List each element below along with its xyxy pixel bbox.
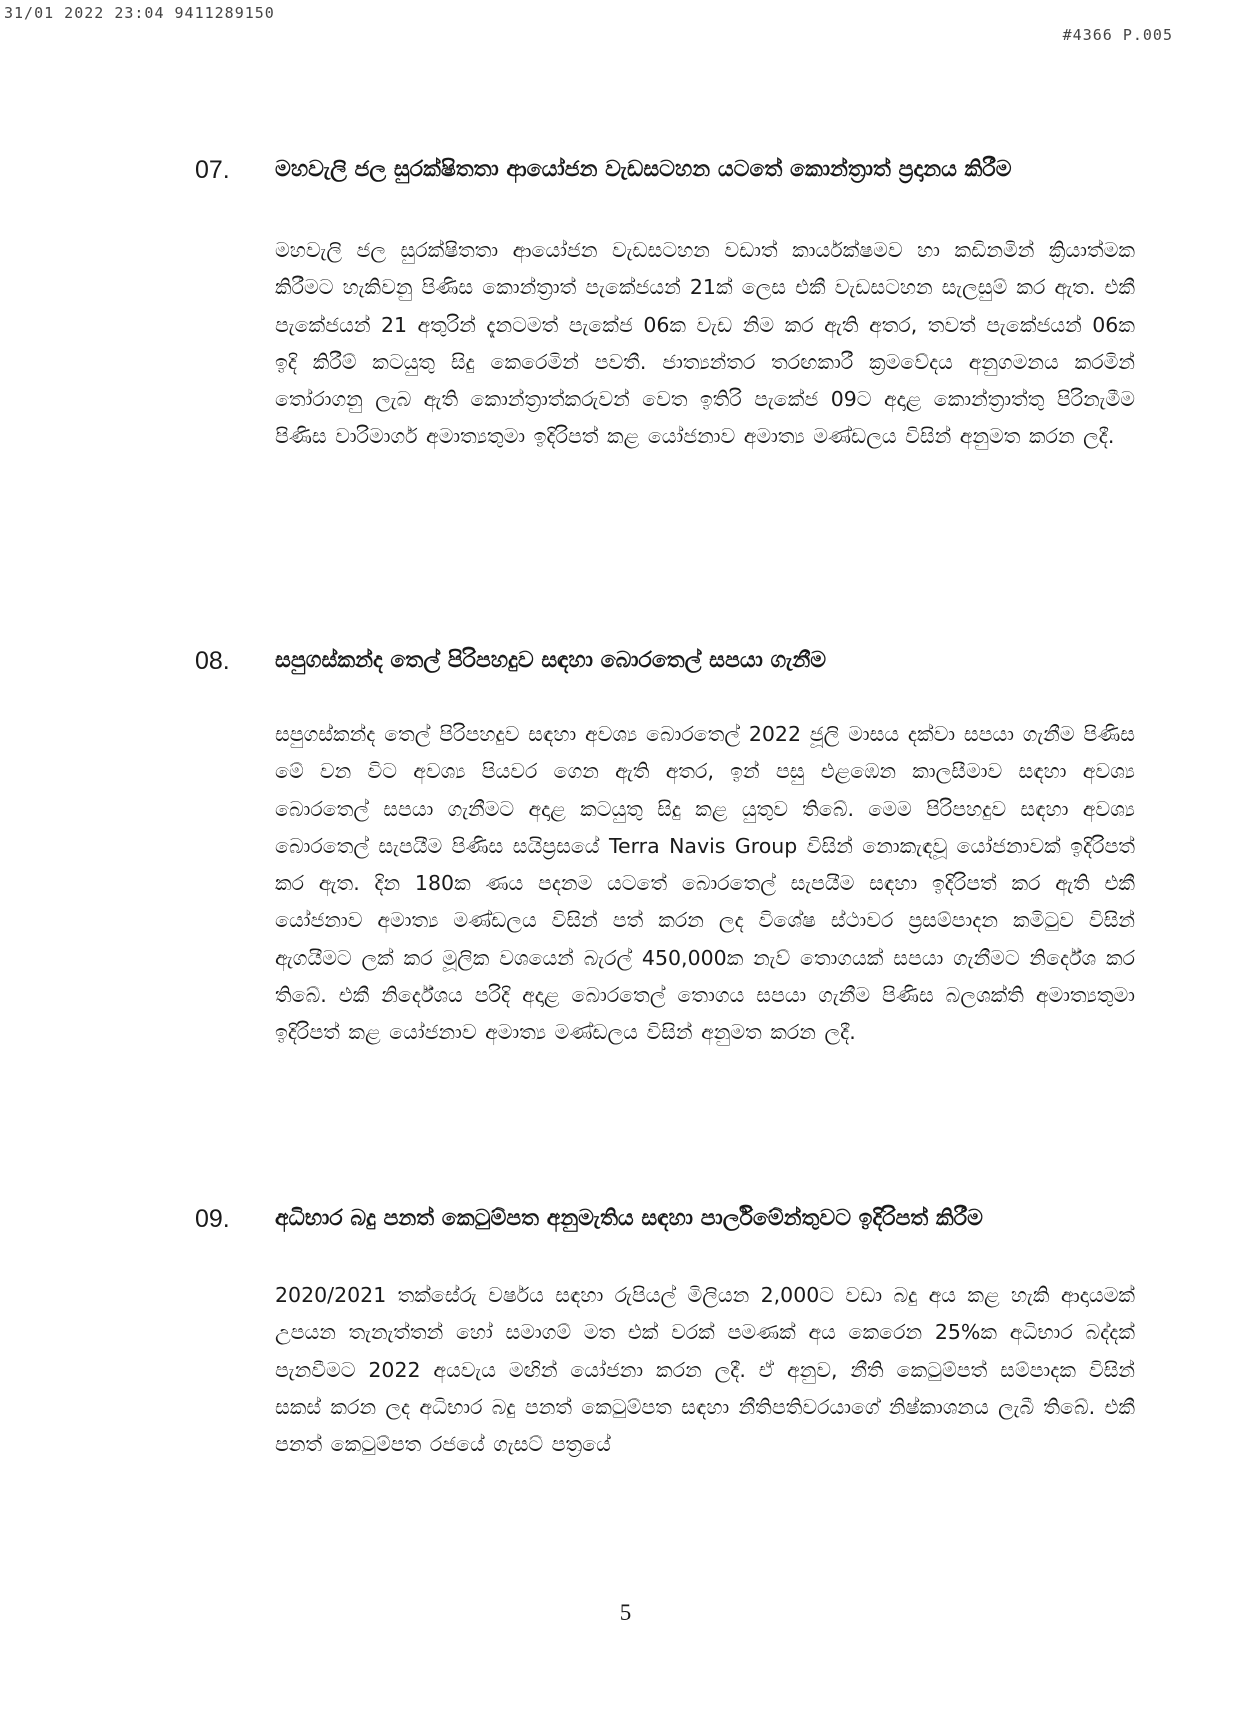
page-number: 5	[619, 1600, 632, 1625]
section-number: 08.	[195, 647, 230, 675]
section-heading	[195, 1199, 1135, 1239]
section-body: සපුගස්කන්ද තෙල් පිරිපහදුව සඳහා අවශ්‍ය බොරතෙල් 2022 ජූලි මාසය දක්වා සපයා ගැනීම පිණිස මේ වන විට අවශ්‍ය පියවර ගෙන ඇති අතර, ඉන් පසු එළඹෙන කාලසීමාව සඳහා අවශ්‍ය බොරතෙල් සපයා ගැනීමට අදාළ කටයුතු සිදු කළ යුතුව තිබේ. මෙම පිරිපහදුව සඳහා අවශ්‍ය බොරතෙල් සැපයීම පිණිස සයිප්‍රසයේ Terra Navis Group විසින් නොකැඳවූ යෝජනාවක් ඉදිරිපත් කර ඇත. දින 180ක ණය පදනම යටතේ බොරතෙල් සැපයීම සඳහා ඉදිරිපත් කර ඇති එකී යෝජනාව අමාත්‍ය මණ්ඩලය විසින් පත් කරන ලද විශේෂ ස්ථාවර ප්‍රසම්පාදන කමිටුව විසින් ඇගයීමට ලක් කර මූලික වශයෙන් බැරල් 450,000ක නැව් තොගයක් සපයා ගැනීමට නිර්දේශ කර තිබේ. එකී නිර්දේශය පරිදි අදාළ බොරතෙල් තොගය සපයා ගැනීම පිණිස බලශක්ති අමාත්‍යතුමා ඉදිරිපත් කළ යෝජනාව අමාත්‍ය මණ්ඩලය විසින් අනුමත කරන ලදී.	[275, 722, 1135, 1045]
section-title: මහවැලි ජල සුරක්ෂිතතා ආයෝජන වැඩසටහන යටතේ කොන්ත්‍රාත් ප්‍රදානය කිරීම	[275, 157, 1012, 182]
section-07	[195, 150, 1135, 456]
section-body: 2020/2021 තක්සේරු වර්ෂය සඳහා රුපියල් මිලියන 2,000ට වඩා බදු අය කළ හැකි ආදායමක් උපයන තැනැත්තන් හෝ සමාගම් මත එක් වරක් පමණක් අය කෙරෙන 25%ක අධිභාර බද්දක් පැනවීමට 2022 අයවැය මඟින් යෝජනා කරන ලදී. ඒ අනුව, නීති කෙටුම්පත් සම්පාදක විසින් සකස් කරන ලද අධිභාර බදු පනත් කෙටුම්පත සඳහා නීතිපතිවරයාගේ නිෂ්කාශනය ලැබී තිබේ. එකී පනත් කෙටුම්පත රජයේ ගැසට් පත්‍රයේ	[275, 1283, 1135, 1457]
fax-page-ref: #4366 P.005	[1062, 26, 1173, 44]
section-heading	[195, 641, 1135, 681]
fax-header	[0, 4, 1251, 44]
section-08	[195, 641, 1135, 1052]
section-number: 07.	[195, 156, 230, 184]
section-title: සපුගස්කන්ද තෙල් පිරිපහදුව සඳහා බොරතෙල් සපයා ගැනීම	[275, 648, 827, 673]
fax-timestamp: 31/01 2022 23:04 9411289150	[4, 4, 275, 22]
section-09	[195, 1199, 1135, 1463]
section-title: අධිභාර බදු පනත් කෙටුම්පත අනුමැතිය සඳහා පාර්ලිමේන්තුවට ඉදිරිපත් කිරීම	[275, 1206, 983, 1231]
section-heading	[195, 150, 1135, 190]
section-body: මහවැලි ජල සුරක්ෂිතතා ආයෝජන වැඩසටහන වඩාත් කාර්යක්ෂමව හා කඩිනමින් ක්‍රියාත්මක කිරීමට හැකිවනු පිණිස කොන්ත්‍රාත් පැකේජයන් 21ක් ලෙස එකී වැඩසටහන සැලසුම් කර ඇත. එකී පැකේජයන් 21 අතුරින් දැනටමත් පැකේජ 06ක වැඩ නිම කර ඇති අතර, තවත් පැකේජයන් 06ක ඉදි කිරීම් කටයුතු සිදු කෙරෙමින් පවතී. ජාත්‍යන්තර තරඟකාරී ක්‍රමවේදය අනුගමනය කරමින් තෝරාගනු ලැබ ඇති කොන්ත්‍රාත්කරුවන් වෙත ඉතිරි පැකේජ 09ට අදාළ කොන්ත්‍රාත්තු පිරිනැමීම පිණිස වාරිමාර්ග අමාත්‍යතුමා ඉදිරිපත් කළ යෝජනාව අමාත්‍ය මණ්ඩලය විසින් අනුමත කරන ලදී.	[275, 238, 1135, 449]
section-number: 09.	[195, 1205, 230, 1233]
